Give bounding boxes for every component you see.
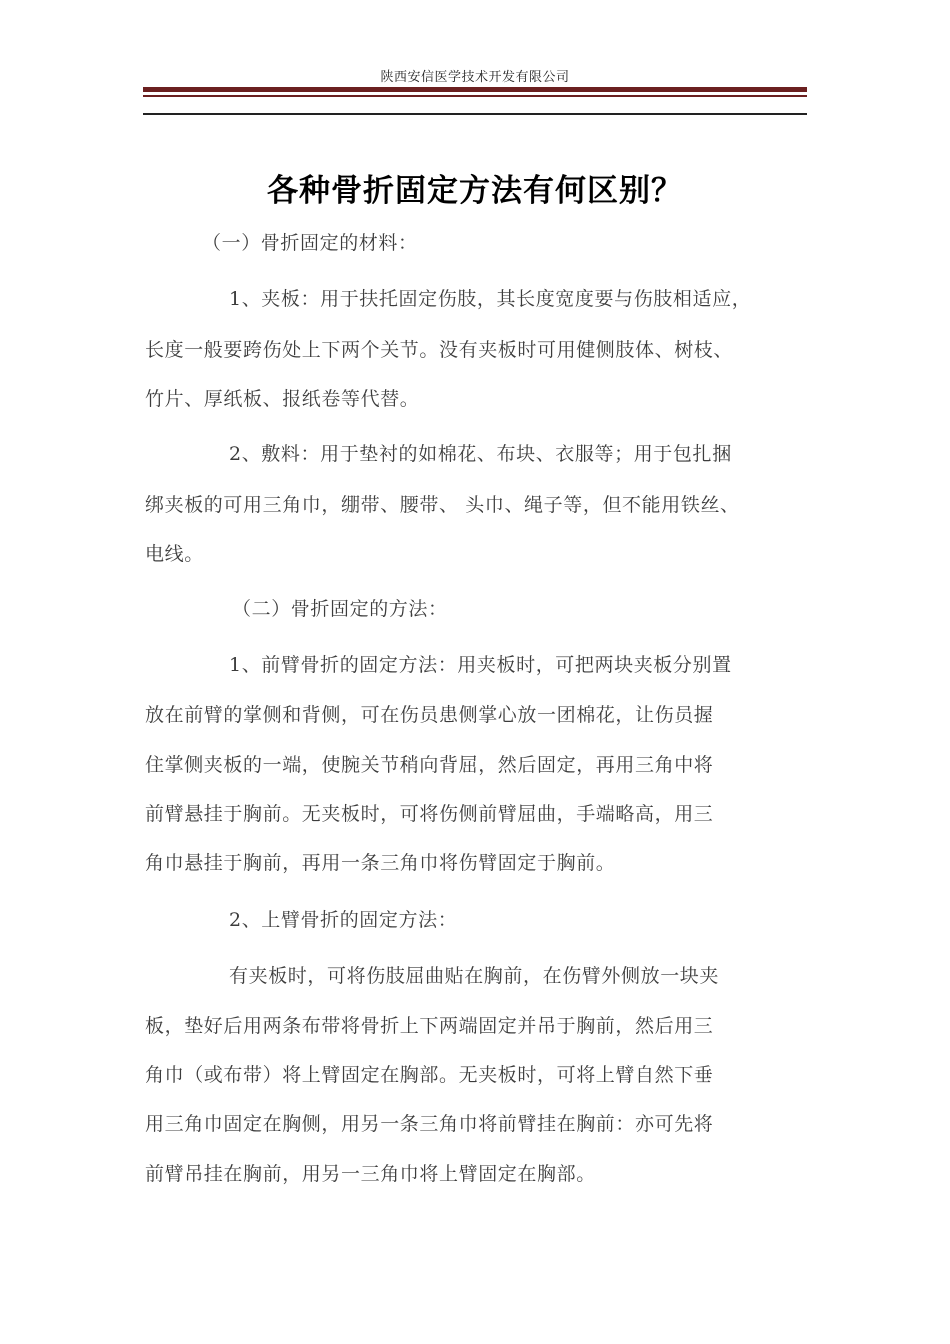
document-title: 各种骨折固定方法有何区别？ <box>267 173 683 209</box>
paragraph-line: 前臂吊挂在胸前，用另一三角巾将上臂固定在胸部。 <box>145 1163 596 1185</box>
paragraph-line: 1、前臂骨折的固定方法：用夹板时，可把两块夹板分别置 <box>229 654 732 676</box>
header-rule-thin <box>143 95 807 97</box>
paragraph-line: 角巾悬挂于胸前，再用一条三角巾将伤臂固定于胸前。 <box>145 852 616 874</box>
paragraph-line: 前臂悬挂于胸前。无夹板时，可将伤侧前臂屈曲，手端略高，用三 <box>145 803 714 825</box>
paragraph-line: 放在前臂的掌侧和背侧，可在伤员患侧掌心放一团棉花，让伤员握 <box>145 704 714 726</box>
paragraph-line: 板，垫好后用两条布带将骨折上下两端固定并吊于胸前，然后用三 <box>145 1015 714 1037</box>
paragraph-line: 电线。 <box>145 543 204 565</box>
paragraph-line: 有夹板时，可将伤肢屈曲贴在胸前，在伤臂外侧放一块夹 <box>229 965 720 987</box>
subsection-heading: 2、上臂骨折的固定方法： <box>229 909 458 931</box>
company-name: 陕西安信医学技术开发有限公司 <box>380 70 570 85</box>
paragraph-line: 1、夹板：用于扶托固定伤肢，其长度宽度要与伤肢相适应， <box>229 288 752 310</box>
paragraph-line: 竹片、厚纸板、报纸卷等代替。 <box>145 388 420 410</box>
section-heading-materials: （一）骨折固定的材料： <box>202 232 418 254</box>
paragraph-line: 用三角巾固定在胸侧，用另一条三角巾将前臂挂在胸前：亦可先将 <box>145 1113 714 1135</box>
header-rule-thick <box>143 87 807 92</box>
section-heading-methods: （二）骨折固定的方法： <box>232 598 448 620</box>
header-rule-bottom <box>143 113 807 115</box>
paragraph-line: 角巾（或布带）将上臂固定在胸部。无夹板时，可将上臂自然下垂 <box>145 1064 714 1086</box>
paragraph-line: 2、敷料：用于垫衬的如棉花、布块、衣服等；用于包扎捆 <box>229 443 732 465</box>
paragraph-line: 长度一般要跨伤处上下两个关节。没有夹板时可用健侧肢体、树枝、 <box>145 339 734 361</box>
paragraph-line: 绑夹板的可用三角巾，绷带、腰带、 头巾、绳子等，但不能用铁丝、 <box>145 494 740 516</box>
paragraph-line: 住掌侧夹板的一端，使腕关节稍向背屈，然后固定，再用三角中将 <box>145 754 714 776</box>
